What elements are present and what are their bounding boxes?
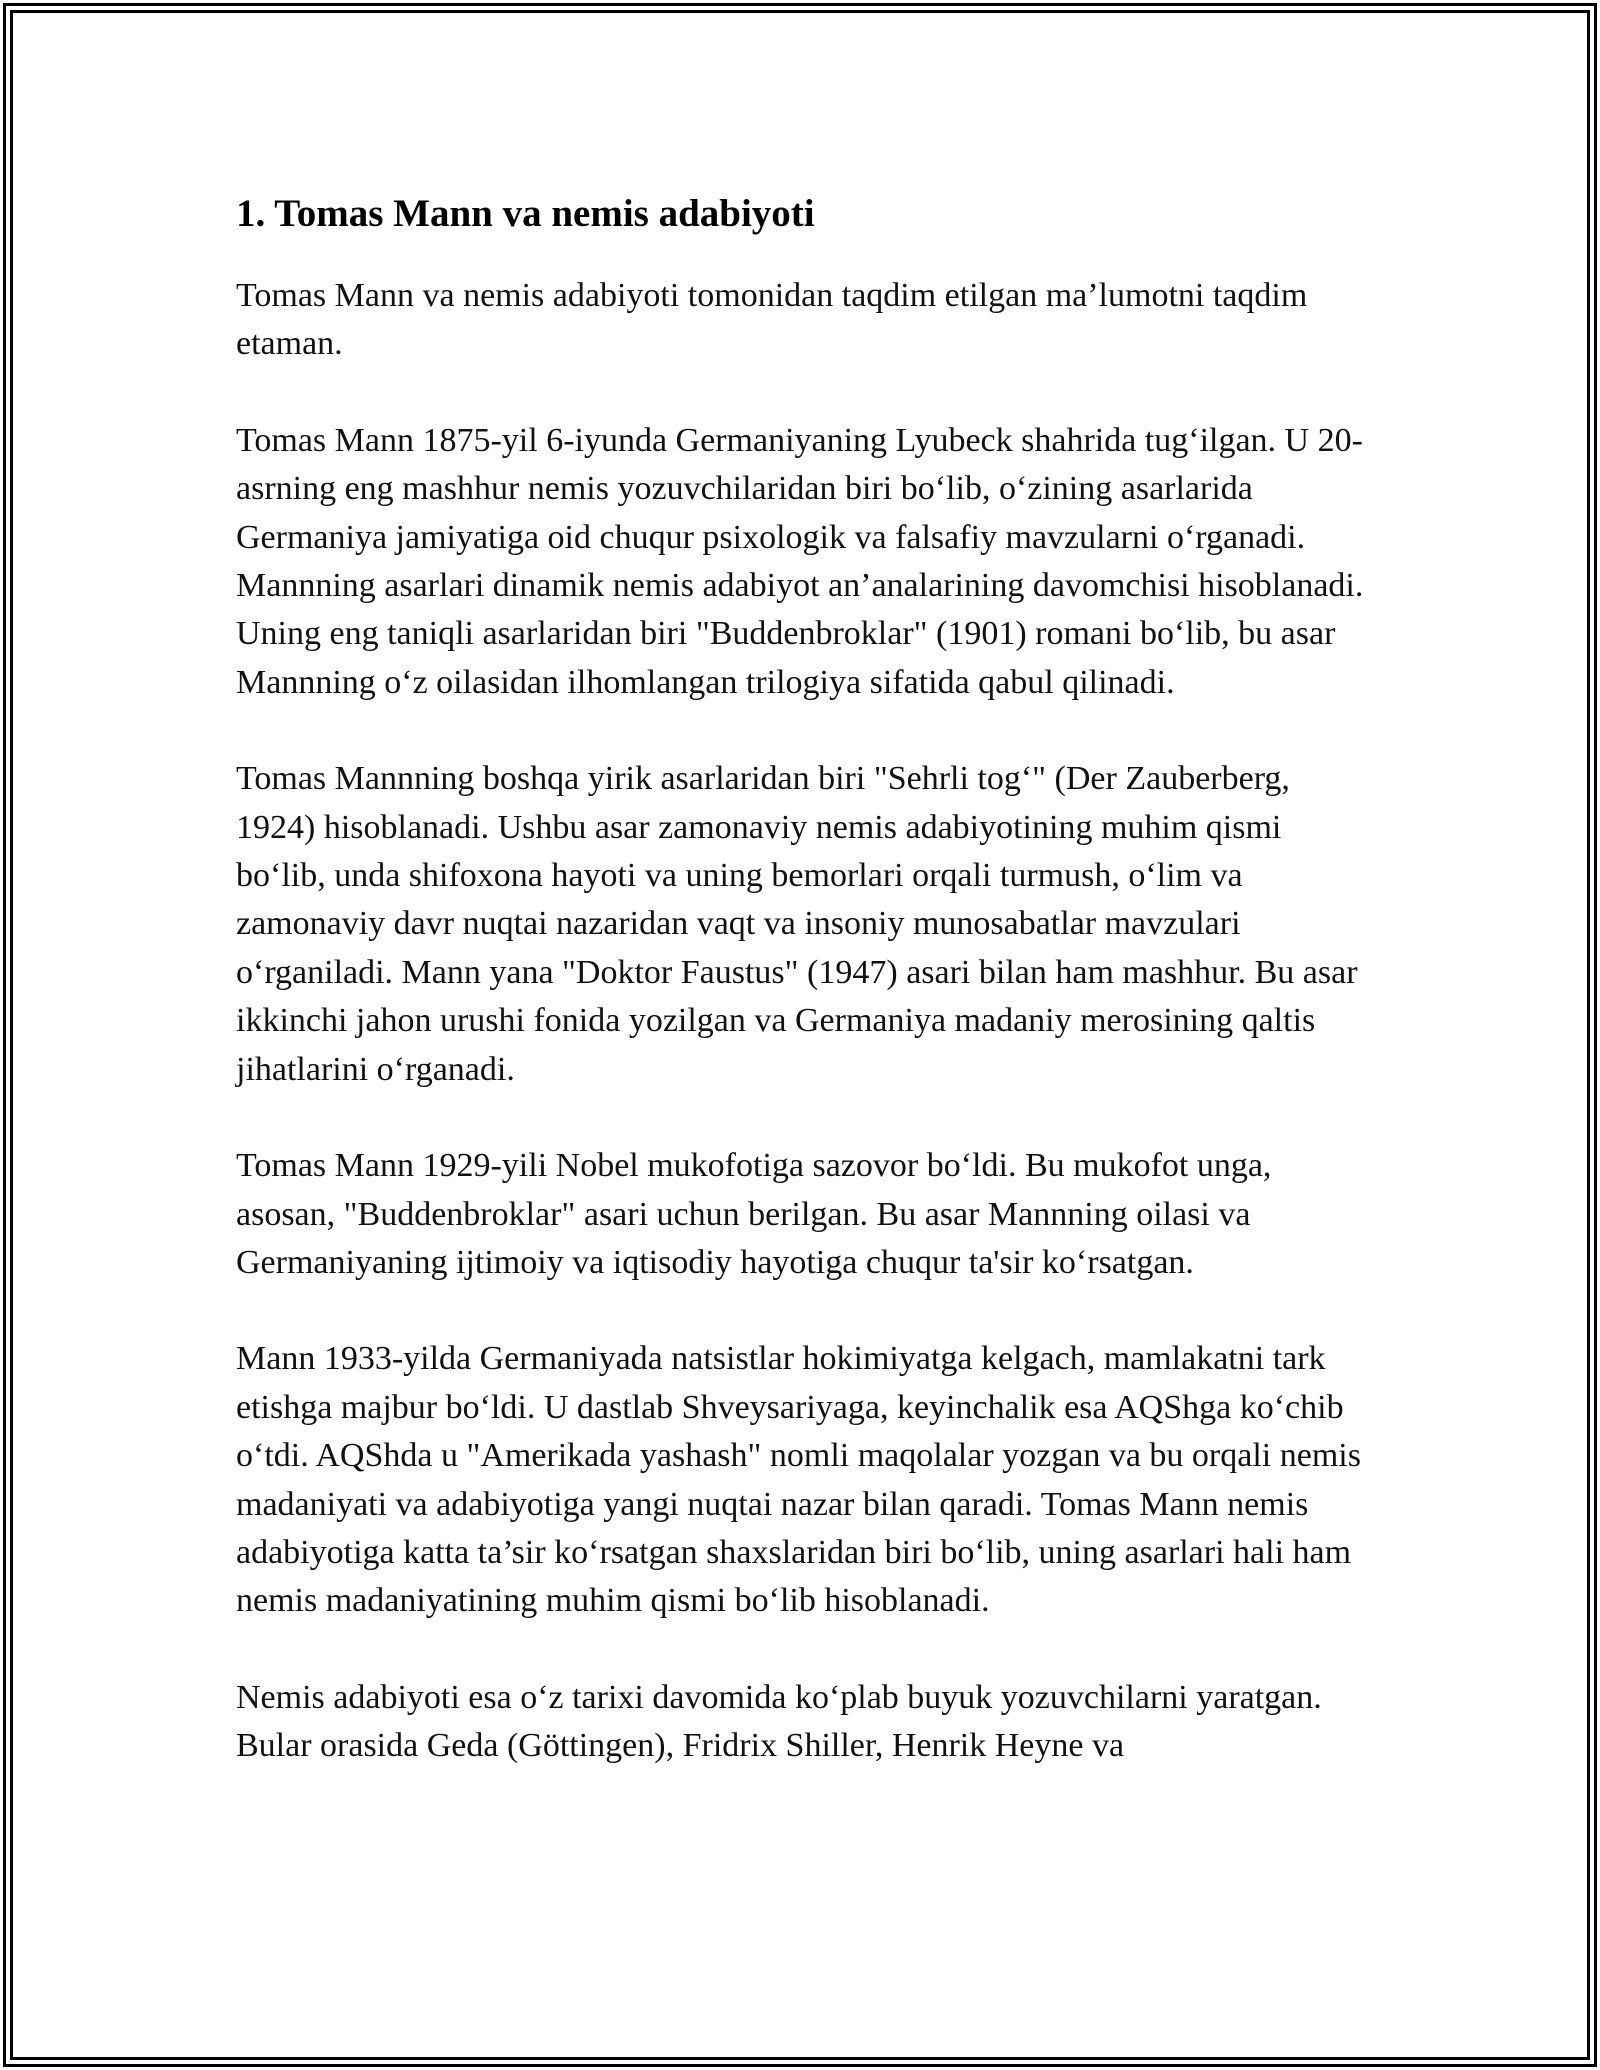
paragraph-biography: Tomas Mann 1875-yil 6-iyunda Germaniyaning Lyubeck shahrida tug‘ilgan. U 20-asrning eng mashhur nemis yozuvchilaridan biri bo‘lib, o‘zining asarlarida Germaniya jamiyatiga oid chuqur psixologik va falsafiy mavzularni o‘rganadi. Mannning asarlari dinamik nemis adabiyot an’analarining davomchisi hisoblanadi. Uning eng taniqli asarlaridan biri "Buddenbroklar" (1901) romani bo‘lib, bu asar Mannning o‘z oilasidan ilhomlangan trilogiya sifatida qabul qilinadi.: [236, 421, 1364, 701]
paragraph-intro: Tomas Mann va nemis adabiyoti tomonidan taqdim etilgan ma’lumotni taqdim etaman.: [236, 277, 1308, 363]
document-body: [236, 186, 1376, 1819]
paragraph-german-literature: Nemis adabiyoti esa o‘z tarixi davomida ko‘plab buyuk yozuvchilarni yaratgan. Bular orasida Geda (Göttingen), Fridrix Shiller, Henrik Heyne va: [236, 1678, 1322, 1765]
paragraph-emigration: Mann 1933-yilda Germaniyada natsistlar hokimiyatga kelgach, mamlakatni tark etishga majbur bo‘ldi. U dastlab Shveysariyaga, keyinchalik esa AQShga ko‘chib o‘tdi. AQShda u "Amerikada yashash" nomli maqolalar yozgan va bu orqali nemis madaniyati va adabiyotiga yangi nuqtai nazar bilan qaradi. Tomas Mann nemis adabiyotiga katta ta’sir ko‘rsatgan shaxslaridan biri bo‘lib, uning asarlari hali ham nemis madaniyatining muhim qismi bo‘lib hisoblanadi.: [236, 1340, 1361, 1620]
paragraph-nobel: Tomas Mann 1929-yili Nobel mukofotiga sazovor bo‘ldi. Bu mukofot unga, asosan, "Buddenbroklar" asari uchun berilgan. Bu asar Mannning oilasi va Germaniyaning ijtimoiy va iqtisodiy hayotiga chuqur ta'sir ko‘rsatgan.: [236, 1147, 1272, 1281]
paragraph-works: Tomas Mannning boshqa yirik asarlaridan biri "Sehrli tog‘" (Der Zauberberg, 1924) hisoblanadi. Ushbu asar zamonaviy nemis adabiyotining muhim qismi bo‘lib, unda shifoxona hayoti va uning bemorlari orqali turmush, o‘lim va zamonaviy davr nuqtai nazaridan vaqt va insoniy munosabatlar mavzulari o‘rganiladi. Mann yana "Doktor Faustus" (1947) asari bilan ham mashhur. Bu asar ikkinchi jahon urushi fonida yozilgan va Germaniya madaniy merosining qaltis jihatlarini o‘rganadi.: [236, 760, 1358, 1088]
section-heading: 1. Tomas Mann va nemis adabiyoti: [236, 192, 815, 235]
